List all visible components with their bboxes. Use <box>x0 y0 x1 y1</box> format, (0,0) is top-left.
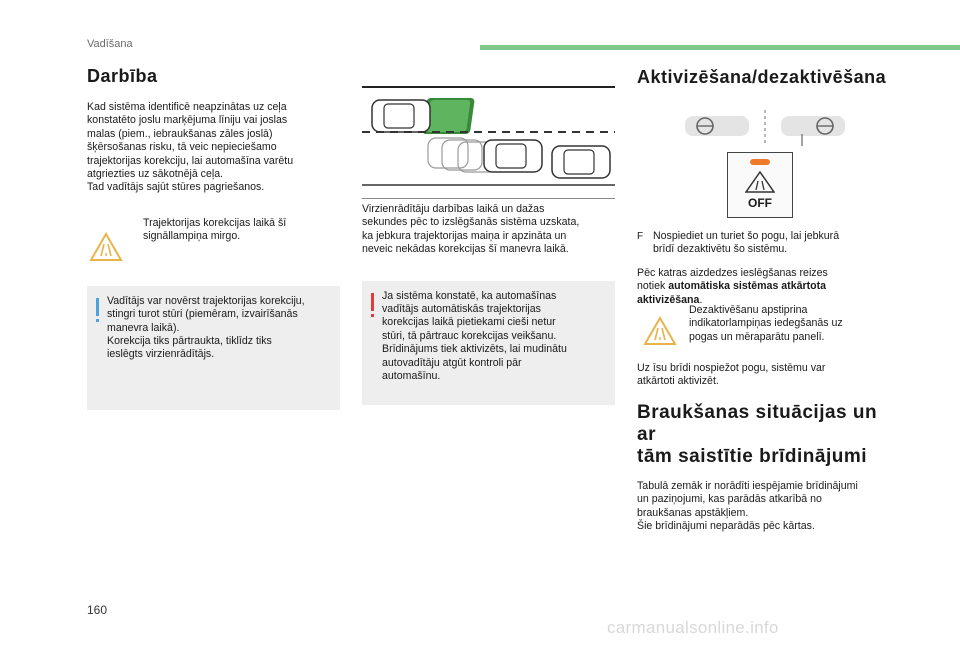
alert-mark-dot <box>371 314 374 317</box>
warning-blink-text: Trajektorijas korekcijas laikā šī signāllampiņa mirgo. <box>143 216 287 243</box>
top-divider <box>362 86 615 88</box>
info-mark-dot <box>96 319 99 322</box>
turn-signal-caption: Virzienrādītāju darbības laikā un dažas sekundes pēc to izslēgšanās sistēma uzskata, ka jebkura trajektorijas maiņa ir apzināta un neveic nekādas korekcijas šī manevra laikā. <box>362 203 580 256</box>
page-number: 160 <box>87 603 108 617</box>
reactivate-paragraph: Uz īsu brīdi nospiežot pogu, sistēmu var atkārtoti aktivizēt. <box>637 362 826 388</box>
section-label: Vadīšana <box>87 38 133 50</box>
steering-wheel-icon <box>637 108 890 148</box>
section-title-situations: Braukšanas situācijas un ar tām saistītie brīdinājumi <box>637 401 878 467</box>
reactivation-suffix: . <box>699 293 703 306</box>
section-title-activation: Aktivizēšana/dezaktivēšana <box>637 67 887 87</box>
column-illustration <box>362 60 615 405</box>
alert-mark-bar <box>371 293 374 311</box>
alert-box <box>362 281 615 405</box>
lane-change-cars-icon <box>362 90 615 190</box>
lane-keep-off-button-icon <box>727 152 793 218</box>
intro-paragraph: Kad sistēma identificē neapzinātas uz ceļa konstatēto joslu marķējuma līniju vai joslas malas (piem., iebraukšanas zāles joslā) šķērsošanas risku, tā veic nepieciešamo trajektorijas korekciju, lai automašīna varētu atgriezties uz sākotnējā ceļa. Tad vadītājs sajūt stūres pagriešanos. <box>87 101 294 194</box>
situations-paragraph: Tabulā zemāk ir norādīti iespējamie brīdinājumi un paziņojumi, kas parādās atkarībā no braukšanas apstākļiem. Šie brīdinājumi neparādās pēc kārtas. <box>637 479 858 533</box>
info-box <box>87 286 340 410</box>
caption-divider <box>362 198 615 199</box>
info-text: Vadītājs var novērst trajektorijas korekciju, stingri turot stūri (piemēram, izvairīšanās manevra laikā). Korekcija tiks pārtraukta, tiklīdz tiks ieslēgts virzienrādītājs. <box>107 294 305 361</box>
auto-reactivation-paragraph <box>637 267 890 307</box>
lane-keep-icon <box>745 171 775 193</box>
lane-warning-icon <box>89 232 123 262</box>
info-mark-bar <box>96 298 99 316</box>
watermark: carmanualsonline.info <box>607 618 779 637</box>
section-title-operation: Darbība <box>87 66 158 86</box>
bullet-marker: F <box>637 231 644 242</box>
off-label: OFF <box>748 196 772 210</box>
indicator-led <box>750 159 770 165</box>
column-operation <box>87 60 340 410</box>
reactivation-bold: automātiska sistēmas atkārtota aktivizēšana <box>637 280 827 306</box>
section-accent-bar <box>480 45 960 50</box>
column-activation <box>637 60 890 533</box>
alert-text: Ja sistēma konstatē, ka automašīnas vadītājs automātiskās trajektorijas korekcijas laikā pietiekami cieši netur stūri, tā pārtrauc korekcijas veikšanu. Brīdinājums tiek aktivizēts, lai mudinātu autovadītāju atgūt kontroli pār automašīnu. <box>382 289 567 383</box>
lane-warning-icon-2 <box>643 316 677 346</box>
deactivate-instruction: Nospiediet un turiet šo pogu, lai jebkurā brīdī dezaktivētu šo sistēmu. <box>653 230 840 256</box>
reactivation-prefix: Pēc katras aizdedzes ieslēgšanas reizes notiek <box>637 266 828 293</box>
deactivation-confirm-text: Dezaktivēšanu apstiprina indikatorlampiņas iedegšanās uz pogas un mēraparātu panelī. <box>689 304 843 343</box>
